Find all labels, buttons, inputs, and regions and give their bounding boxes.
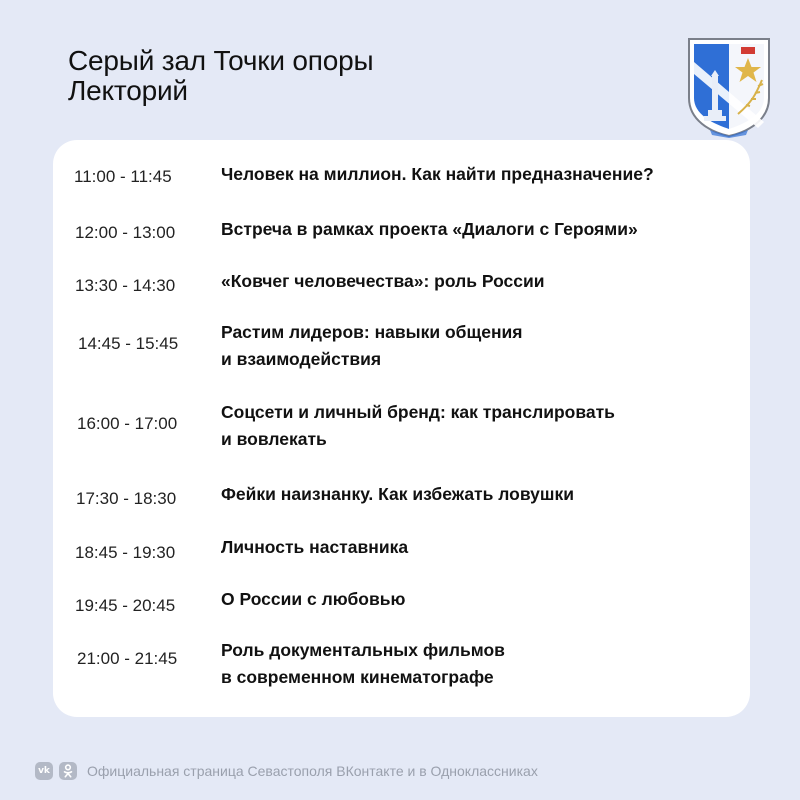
schedule-card: [53, 140, 750, 717]
footer-text: Официальная страница Севастополя ВКонтакте и в Одноклассниках: [87, 763, 538, 779]
session-title-line: Роль документальных фильмов: [221, 640, 505, 660]
session-title-line: Соцсети и личный бренд: как транслировать: [221, 402, 615, 422]
session-time: 17:30 - 18:30: [76, 489, 177, 508]
session-time: 18:45 - 19:30: [75, 543, 176, 562]
footer: [35, 760, 538, 782]
session-title: [221, 216, 638, 243]
session-title-line: Фейки наизнанку. Как избежать ловушки: [221, 484, 574, 504]
hall-subtitle: Лекторий: [68, 75, 188, 106]
session-title: [221, 534, 408, 561]
header: [68, 46, 373, 106]
session-title: [221, 637, 505, 691]
session-title: [221, 481, 574, 508]
session-time: 16:00 - 17:00: [77, 414, 178, 433]
session-time: 13:30 - 14:30: [75, 276, 176, 295]
session-title: [221, 399, 615, 453]
sevastopol-coat-of-arms-icon: [686, 36, 772, 138]
session-time: 21:00 - 21:45: [77, 649, 178, 668]
hall-title: Серый зал Точки опоры: [68, 45, 374, 76]
session-title-line: и вовлекать: [221, 429, 327, 449]
session-title-line: Человек на миллион. Как найти предназначение?: [221, 164, 654, 184]
session-time: 14:45 - 15:45: [78, 334, 179, 353]
vk-icon[interactable]: vk: [35, 762, 53, 780]
session-title-line: Растим лидеров: навыки общения: [221, 322, 523, 342]
session-title: [221, 268, 545, 295]
session-time: 19:45 - 20:45: [75, 596, 176, 615]
session-title-line: «Ковчег человечества»: роль России: [221, 271, 545, 291]
session-title: [221, 586, 405, 613]
session-title-line: Встреча в рамках проекта «Диалоги с Героями»: [221, 219, 638, 239]
session-title: [221, 161, 654, 188]
session-title-line: в современном кинематографе: [221, 667, 494, 687]
session-title-line: О России с любовью: [221, 589, 406, 609]
session-title-line: Личность наставника: [221, 537, 409, 557]
session-time: 11:00 - 11:45: [74, 167, 172, 186]
session-title-line: и взаимодействия: [221, 349, 382, 369]
odnoklassniki-icon[interactable]: [59, 762, 77, 780]
session-time: 12:00 - 13:00: [75, 223, 176, 242]
session-title: [221, 319, 523, 373]
